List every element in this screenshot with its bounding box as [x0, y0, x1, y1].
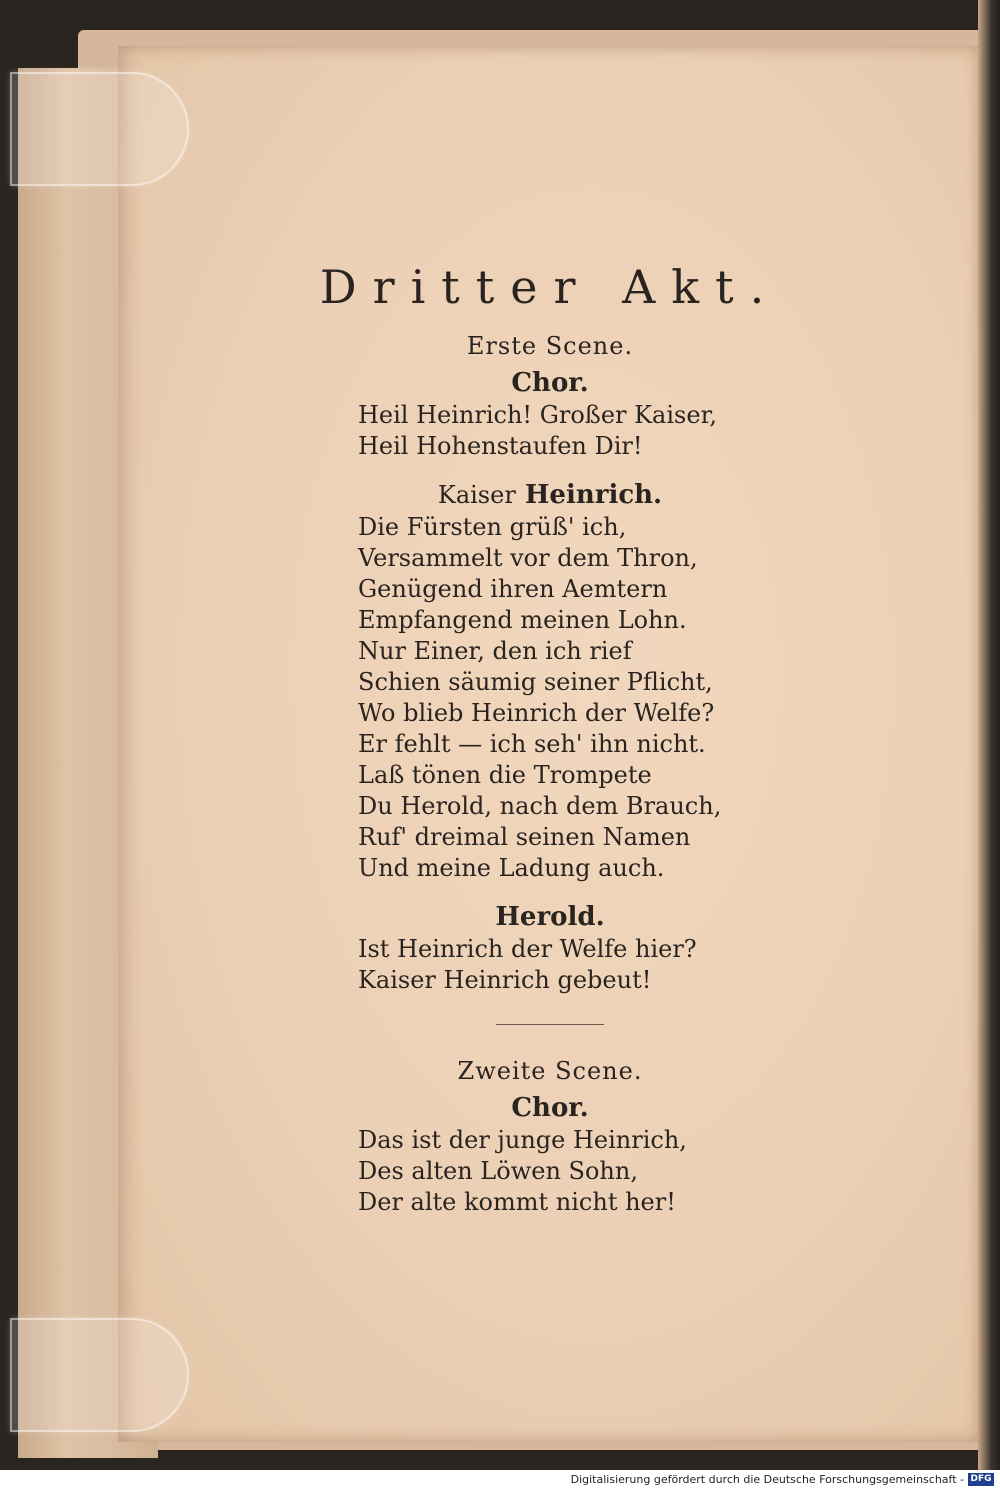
footer-credit: Digitalisierung gefördert durch die Deutsche Forschungsgemeinschaft -	[570, 1473, 964, 1486]
verse-line: Versammelt vor dem Thron,	[358, 544, 698, 572]
verse-line: Des alten Löwen Sohn,	[358, 1157, 638, 1185]
plastic-page-clip-bottom	[10, 1318, 189, 1432]
verse-line: Genügend ihren Aemtern	[358, 575, 668, 603]
verse-line: Schien säumig seiner Pflicht,	[358, 668, 713, 696]
scene-title-1: Erste Scene.	[466, 332, 634, 360]
footer-bar	[0, 1470, 1000, 1490]
verse-line: Er fehlt — ich seh' ihn nicht.	[358, 730, 706, 758]
speaker-role: Kaiser	[437, 481, 516, 509]
verse-line: Heil Heinrich! Großer Kaiser,	[358, 401, 718, 429]
verses-chor-1	[358, 400, 800, 462]
verse-line: Heil Hohenstaufen Dir!	[358, 432, 643, 460]
dfg-logo-icon: DFG	[968, 1473, 994, 1486]
verse-line: Wo blieb Heinrich der Welfe?	[358, 699, 715, 727]
verses-herold	[358, 934, 800, 996]
verse-line: Kaiser Heinrich gebeut!	[358, 966, 652, 994]
speaker-chor-2: Chor.	[511, 1093, 589, 1123]
verse-line: Nur Einer, den ich rief	[358, 637, 632, 665]
speaker-kaiser-heinrich	[300, 480, 800, 510]
verse-line: Das ist der junge Heinrich,	[358, 1126, 687, 1154]
scene-divider	[496, 1024, 604, 1025]
verses-kaiser	[358, 512, 800, 884]
verse-line: Du Herold, nach dem Brauch,	[358, 792, 722, 820]
plastic-page-clip-top	[10, 72, 189, 186]
act-title: Dritter Akt.	[319, 260, 781, 314]
verse-line: Ist Heinrich der Welfe hier?	[358, 935, 697, 963]
page-text	[300, 252, 800, 1218]
verse-line: Empfangend meinen Lohn.	[358, 606, 687, 634]
scene-title-2: Zweite Scene.	[457, 1057, 643, 1085]
verses-chor-2	[358, 1125, 800, 1218]
verse-line: Und meine Ladung auch.	[358, 854, 665, 882]
speaker-herold: Herold.	[495, 902, 605, 932]
speaker-chor-1: Chor.	[511, 368, 589, 398]
verse-line: Der alte kommt nicht her!	[358, 1188, 676, 1216]
speaker-name: Heinrich.	[524, 480, 663, 510]
verse-line: Ruf' dreimal seinen Namen	[358, 823, 691, 851]
book-spine-edge	[978, 0, 1000, 1470]
verse-line: Laß tönen die Trompete	[358, 761, 652, 789]
verse-line: Die Fürsten grüß' ich,	[358, 513, 627, 541]
